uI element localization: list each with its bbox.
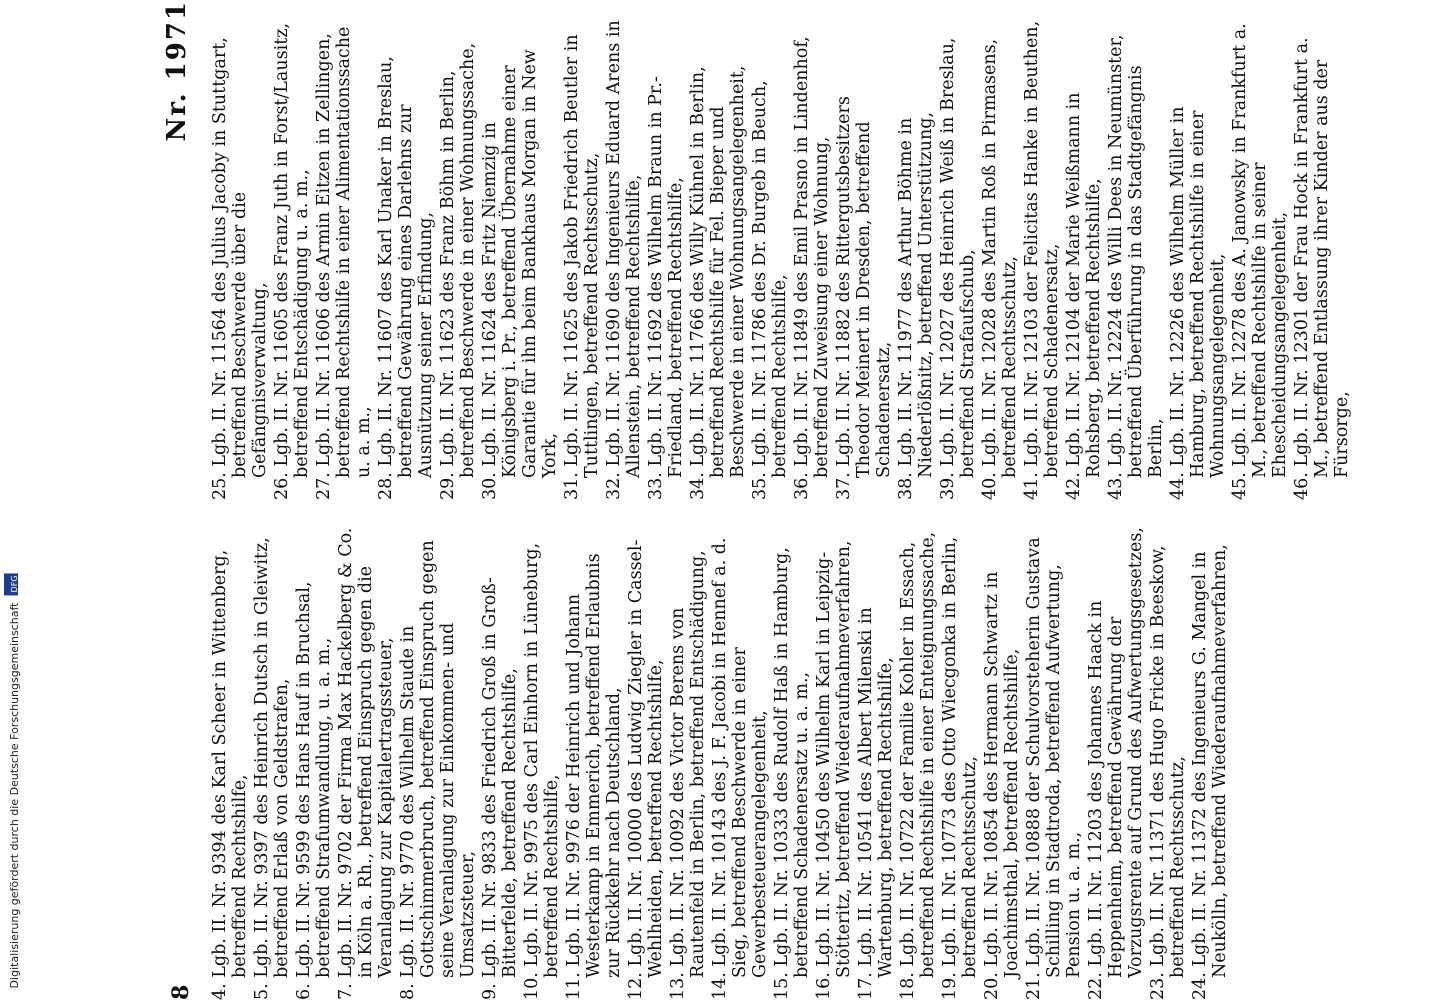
petition-entry: 19. Lgb. II. Nr. 10773 des Otto Wiecgonka in Berlin, betreffend Rechtsschutz, <box>940 536 980 1000</box>
petition-entry: 6. Lgb. II. Nr. 9599 des Hans Hauf in Bruchsal, betreffend Strafumwandlung, u. a. m., <box>294 581 334 1000</box>
petition-entry: 11. Lgb. II. Nr. 9976 der Heinrich und Johann Westerkamp in Emmerich, betreffend Erlaubnis zur Rückkehr nach Deutschland, <box>564 553 624 1000</box>
petition-entry: 16. Lgb. II. Nr. 10450 des Wilhelm Karl in Leipzig-Stötteritz, betreffend Wiederaufnahmeverfahren, <box>814 540 854 1000</box>
petition-entry: 28. Lgb. II. Nr. 11607 des Karl Unaker in Breslau, betreffend Gewährung eines Darlehns zur Ausnützung seiner Erfindung, <box>376 56 436 500</box>
page-number: 8 <box>168 984 194 1000</box>
petition-entry: 21. Lgb. II. Nr. 10888 der Schulvorsteherin Gustava Schilling in Stadtroda, betreffend Aufwertung, Pension u. a. m., <box>1024 537 1084 1000</box>
petition-entry: 24. Lgb. II. Nr. 11372 des Ingenieurs G. Mangel in Neukölln, betreffend Wiederaufnahmeverfahren, <box>1190 544 1230 1000</box>
dfg-logo: DFG <box>4 573 18 595</box>
petition-entry: 43. Lgb. II. Nr. 12224 des Willi Dees in Neumünster, betreffend Überführung in das Stadtgefängnis Berlin, <box>1106 34 1166 500</box>
petition-entry: 35. Lgb. II. Nr. 11786 des Dr. Burgeb in Beuch, betreffend Rechtshilfe, <box>750 80 790 500</box>
petition-entry: 42. Lgb. II. Nr. 12104 der Marie Weißmann in Rohsberg, betreffend Rechtshilfe, <box>1064 92 1104 500</box>
dfg-caption-text: Digitalisierung gefördert durch die Deutsche Forschungsgemeinschaft <box>8 602 21 988</box>
petition-entry: 23. Lgb. II. Nr. 11371 des Hugo Fricke in Beeskow, betreffend Rechtsschutz, <box>1148 545 1188 1000</box>
dfg-caption <box>4 573 21 988</box>
right-column <box>210 20 1354 500</box>
petition-entry: 26. Lgb. II. Nr. 11605 des Franz Juth in Forst/Lausitz, betreffend Entschädigung u. a. m., <box>272 22 312 500</box>
petition-entry: 4. Lgb. II. Nr. 9394 des Karl Scheer in Wittenberg, betreffend Rechtshilfe, <box>210 549 250 1000</box>
petition-entry: 45. Lgb. II. Nr. 12278 des A. Janowsky in Frankfurt a. M., betreffend Rechtshilfe in seiner Ehescheidungsangelegenheit, <box>1230 23 1290 500</box>
petition-entry: 36. Lgb. II. Nr. 11849 des Emil Prasno in Lindenhof, betreffend Zuweisung einer Wohnung, <box>792 36 832 500</box>
petition-entry: 7. Lgb. II. Nr. 9702 der Firma Max Hackelberg & Co. in Köln a. Rh., betreffend Einspruch gegen die Veranlagung zur Kapitalertragssteuer, <box>336 527 396 1000</box>
dfg-sidebar <box>0 0 26 1000</box>
petition-entry: 37. Lgb. II. Nr. 11882 des Rittergutsbesitzers Theodor Meinert in Dresden, betreffend Schadenersatz, <box>834 96 894 500</box>
petition-entry: 46. Lgb. II. Nr. 12301 der Frau Hock in Frankfurt a. M., betreffend Entlassung ihrer Kinder aus der Fürsorge, <box>1292 37 1352 500</box>
petition-entry: 22. Lgb. II. Nr. 11203 des Johannes Haack in Heppenheim, betreffend Gewährung der Vorzugsrente auf Grund des Aufwertungsgesetzes, <box>1086 527 1146 1000</box>
petition-entry: 27. Lgb. II. Nr. 11606 des Armin Eitzen in Zellingen, betreffend Rechtshilfe in einer Alimentationssache u. a. m., <box>314 26 374 500</box>
petition-entry: 29. Lgb. II. Nr. 11623 des Franz Böhm in Berlin, betreffend Beschwerde in einer Wohnungssache, <box>438 42 478 500</box>
petition-entry: 18. Lgb. II. Nr. 10722 der Familie Kohler in Essach, betreffend Rechtshilfe in einer Enteignungssache, <box>898 531 938 1000</box>
document-page <box>150 0 1350 1000</box>
petition-entry: 9. Lgb. II. Nr. 9833 des Friedrich Groß in Groß-Bitterfelde, betreffend Rechtshilfe, <box>480 577 520 1000</box>
petition-entry: 13. Lgb. II. Nr. 10092 des Victor Berens von Rautenfeld in Berlin, betreffend Entschädigung, <box>668 550 708 1000</box>
petition-entry: 12. Lgb. II. Nr. 10000 des Ludwig Ziegler in Cassel-Wehlheiden, betreffend Rechtshilfe, <box>626 539 666 1000</box>
petition-entry: 40. Lgb. II. Nr. 12028 des Martin Roß in Pirmasens, betreffend Rechtsschutz, <box>980 38 1020 500</box>
petition-entry: 44. Lgb. II. Nr. 12226 des Wilhelm Müller in Hamburg, betreffend Rechtshilfe in einer Wohnungsangelegenheit, <box>1168 106 1228 500</box>
petition-entry: 17. Lgb. II. Nr. 10541 des Albert Milenski in Wartenburg, betreffend Rechtshilfe, <box>856 607 896 1000</box>
petition-entry: 38. Lgb. II. Nr. 11977 des Arthur Böhme in Niederlößnitz, betreffend Unterstützung, <box>896 111 936 500</box>
petition-entry: 20. Lgb. II. Nr. 10854 des Hermann Schwartz in Joachimsthal, betreffend Rechtshilfe, <box>982 571 1022 1000</box>
petition-entry: 41. Lgb. II. Nr. 12103 der Felicitas Hanke in Beuthen, betreffend Schadenersatz, <box>1022 20 1062 500</box>
petition-entry: 14. Lgb. II. Nr. 10143 des J. F. Jacobi in Hennef a. d. Sieg, betreffend Beschwerde in einer Gewerbesteuerangelegenheit, <box>710 537 770 1000</box>
petition-entry: 33. Lgb. II. Nr. 11692 des Wilhelm Braun in Pr.-Friedland, betreffend Rechtshilfe, <box>646 76 686 500</box>
petition-entry: 39. Lgb. II. Nr. 12027 des Heinrich Weiß in Breslau, betreffend Strafaufschub, <box>938 37 978 500</box>
petition-entry: 25. Lgb. II. Nr. 11564 des Julius Jacoby in Stuttgart, betreffend Beschwerde über die Gefängnisverwaltung, <box>210 37 270 500</box>
petition-entry: 10. Lgb. II. Nr. 9975 des Carl Einhorn in Lüneburg, betreffend Rechtshilfe, <box>522 542 562 1000</box>
petition-entry: 30. Lgb. II. Nr. 11624 des Fritz Niemzig in Königsberg i. Pr., betreffend Übernahme einer Garantie für ihn beim Bankhaus Morgan in New York, <box>480 49 560 500</box>
petition-entry: 5. Lgb. II. Nr. 9397 des Heinrich Dutsch in Gleiwitz, betreffend Erlaß von Geldstrafen, <box>252 537 292 1000</box>
issue-number: Nr. 1971 <box>162 0 192 142</box>
petition-entry: 32. Lgb. II. Nr. 11690 des Ingenieurs Eduard Arens in Allenstein, betreffend Rechtshilfe, <box>604 20 644 500</box>
petition-entry: 15. Lgb. II. Nr. 10333 des Rudolf Haß in Hamburg, betreffend Schadenersatz u. a. m., <box>772 547 812 1000</box>
petition-entry: 34. Lgb. II. Nr. 11766 des Willy Kühnel in Berlin, betreffend Rechtshilfe für Fel. Bieper und Beschwerde in einer Wohnungsangelegenheit, <box>688 65 748 500</box>
page-header <box>150 0 210 1000</box>
petition-entry: 31. Lgb. II. Nr. 11625 des Jakob Friedrich Beutler in Tuttlingen, betreffend Rechtsschutz, <box>562 34 602 500</box>
left-column <box>210 520 1232 1000</box>
petition-entry: 8. Lgb. II. Nr. 9770 des Wilhelm Staude in Gottschimmerbruch, betreffend Einspruch gegen seine Veranlagung zur Einkommen- und Umsatzsteuer, <box>398 540 478 1000</box>
